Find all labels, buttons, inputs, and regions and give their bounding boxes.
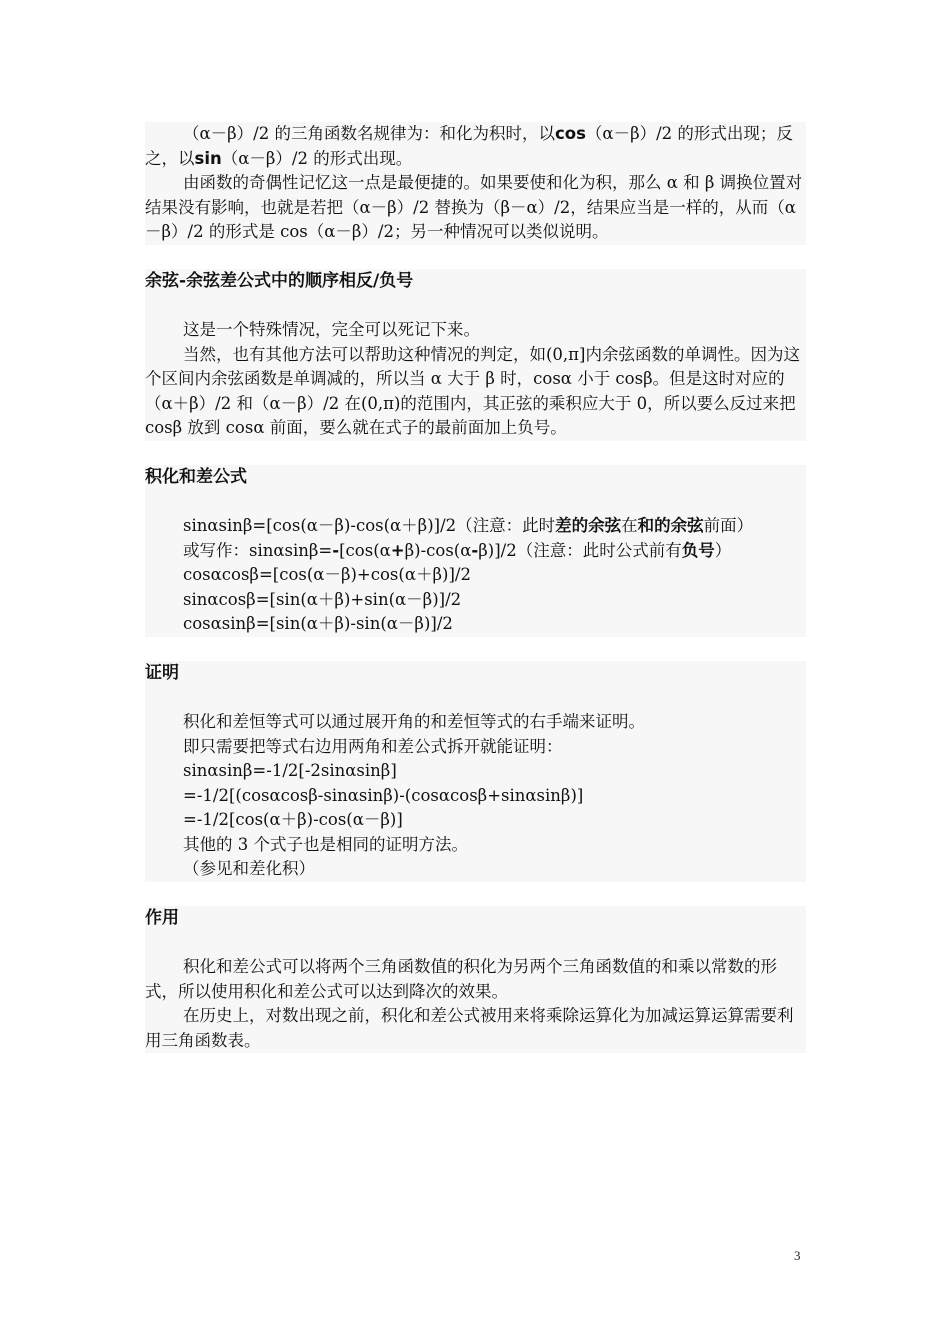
text-run: 在 [621,516,638,535]
formula-sin-sin-alt [145,539,806,564]
section-cos-diff [145,269,806,441]
paragraph-usage-history: 在历史上，对数出现之前，积化和差公式被用来将乘除运算化为加减运算运算需要利用三角函数表。 [145,1006,794,1050]
bold-minus: - [471,540,479,560]
heading-proof: 证明 [145,663,179,683]
paragraph-name-rule [145,122,806,171]
bold-plus: + [390,540,405,560]
proof-line: 即只需要把等式右边用两角和差公式拆开就能证明： [183,736,563,756]
document-body [145,122,806,1053]
section-name-rule [145,122,806,245]
text-run: sinαsinβ=[cos(α－β)-cos(α＋β)]/2（注意：此时 [183,516,556,535]
heading-cos-diff: 余弦-余弦差公式中的顺序相反/负号 [145,271,414,291]
emphasis-sum-cos: 和的余弦 [637,516,704,535]
bold-sin: sin [194,148,222,168]
heading-product-to-sum: 积化和差公式 [145,467,247,487]
paragraph-monotonic: 当然，也有其他方法可以帮助这种情况的判定，如(0,π]内余弦函数的单调性。因为这个区间内余弦函数是单调减的，所以当 α 大于 β 时，cosα 小于 cosβ。但是这时对应的（α＋β）/2 和（α－β）/2 在(0,π)的范围内，其正弦的乘积应大于 0，所以要么反过来把 cosβ 放到 cosα 前面，要么就在式子的最前面加上负号。 [145,344,800,437]
text-run: 或写作：sinαsinβ= [183,540,333,560]
proof-see-also: （参见和差化积） [183,859,315,878]
formula-cos-cos: cosαcosβ=[cos(α－β)+cos(α＋β)]/2 [183,565,471,584]
bold-minus: - [332,540,340,560]
page-number: 3 [794,1248,801,1263]
emphasis-negative: 负号 [681,540,715,560]
text-run: （α－β）/2 的形式出现；反之，以 [145,124,793,168]
formula-cos-sin: cosαsinβ=[sin(α＋β)-sin(α－β)]/2 [183,614,453,633]
section-proof [145,661,806,882]
section-usage [145,906,806,1053]
paragraph-usage-degree: 积化和差公式可以将两个三角函数值的积化为另两个三角函数值的和乘以常数的形式，所以使用积化和差公式可以达到降次的效果。 [145,957,777,1001]
proof-line: 其他的 3 个式子也是相同的证明方法。 [183,834,468,854]
formula-sin-sin [145,514,806,539]
proof-line: sinαsinβ=-1/2[-2sinαsinβ] [183,761,397,780]
paragraph-parity: 由函数的奇偶性记忆这一点是最便捷的。如果要使和化为积，那么 α 和 β 调换位置对结果没有影响，也就是若把（α－β）/2 替换为（β－α）/2，结果应当是一样的，从而（α－β）/2 的形式是 cos（α－β）/2；另一种情况可以类似说明。 [145,173,803,241]
text-run: 前面） [703,516,754,535]
bold-cos: cos [554,124,586,143]
text-run: （α－β）/2 的三角函数名规律为：和化为积时，以 [183,124,555,143]
text-run: ） [714,540,732,560]
text-run: β)-cos(α [404,540,472,560]
text-run: [cos(α [339,540,391,560]
formula-sin-cos: sinαcosβ=[sin(α＋β)+sin(α－β)]/2 [183,589,462,609]
proof-line: =-1/2[(cosαcosβ-sinαsinβ)-(cosαcosβ+sinαsinβ)] [183,785,584,805]
proof-line: =-1/2[cos(α＋β)-cos(α－β)] [183,810,403,829]
section-product-to-sum [145,465,806,637]
text-run: （α－β）/2 的形式出现。 [221,148,413,168]
emphasis-diff-cos: 差的余弦 [555,516,622,535]
text-run: β)]/2（注意：此时公式前有 [478,540,682,560]
proof-line: 积化和差恒等式可以通过展开角的和差恒等式的右手端来证明。 [183,712,645,731]
paragraph-special-case: 这是一个特殊情况，完全可以死记下来。 [183,320,480,339]
heading-usage: 作用 [145,908,179,928]
